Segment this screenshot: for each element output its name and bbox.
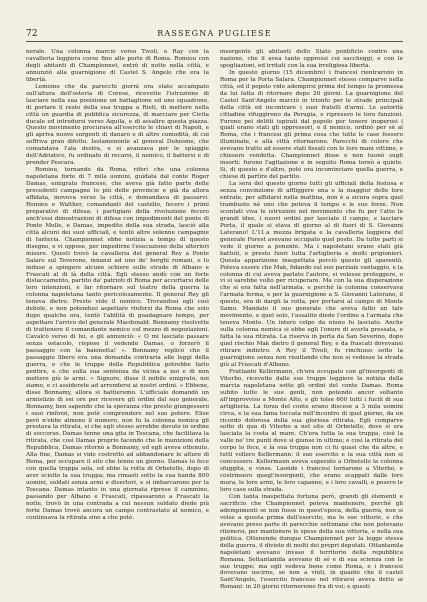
paragraph: Romiou, tornando da Roma, riferì che una colonna napoletana forte di 7 mila uomini, guidata dal conte Roger Damas, emigrato francese, che aveva già fatto parte delle precedenti campagne lo più delle provincie e già da allora affidata, moveva verso la città, e domandava di passarvi. Romieu e Walther, comandanti del castello, fecero i primi preparativi di difesa; i partigiani della rivoluzione fecero anch'essi dimostrazioni di difesa con impedimenti del ponte di Ponte Molle, e Damas, impedito della sua strada, lasciò alla città alcuni dei suoi ufficiali, e tentò altre solenne campagnie di fanteria. Championnet ebbe notizia a tempo di questo disegno, e vi oppose, per impedirne l'esecuzione delle ulteriori misure. Questi trovò la cavalleria del general Rey a Ponte Salaro sul Teverone, innanzi ad uno de' borghi romani, e lo induse a spingere alcune schiere sulle strade di Albano e Frascati al di là della città. Egli stesso andò con un forte distaccamento, partito da' patrioti di Roma per accertarsi delle loro intenzioni, e far ritornare sul teatro della guerra la colonna napoletana tanto pericolosamente. Il general Rey gli teneva dietro. Presto vide il nemico. Trovandosi egli così debole, e non potendosi aspettare rinforzi da Roma che solo dopo qualche ora, tentò l'abilità di guadagnare tempo, per aspettare l'arrivo del generale Macdonald. Bonnamy risolvette di trattenere il comandante nemico col mezzo di negoziazioni. Cavalcò verso di lui, e gli annunciò: « O mi lasciate passare senza ostacolo, rispose il vedendo Damas, o forzerò il passaggio con la baionetta! ». Bonnamy replicò che il passaggio libero era una domanda contraria alle leggi della guerra, e che le truppe della Repubblica potrebbe farlo pentire, e che sulla sua sentenza da vicina a noi e di non mettere giù le armi. « Signore, disse il nobile emigrato, noi siamo, e ci assiderete ad arrendersi ai nostri ordini. » Ebbene, disse Bonnamy, allora si battieremo. L'ufficiale domandò un armistizio di sei ore per ricevere gli ordini dal suo generale. Bonnamy, ben sapendo che la speranza che presto giungessero i suoi rinforzi, non potè comprendere nel suo potere. Elise però n'ebbe almeno il numero, non fu la colonna nemica gli prestava la ritirata, si che egli stesso avrebbe dovuto in ordine di soccorso. Damas tenne una gita in Toscana, che facilitava la ritirata, che così Damas proprio facendo che le munizioni della Repubblica, Damas ritornò a Bonnamy, ed egli aveva ottenuto. Alla fine, Damas si vide costretto ad abbandonare le alture di Roma, per occupare il sito che tenne un giorno. Damas lo fece con quella truppa sola, ed ebbe la rotta di Orbetello, dopo di aver sciolto la sua truppa; ma rimasti sotto la sua banda 800 uomini, soldati senza armi e disertori, e si imbarcarono per la Toscana. Damas intanto in una giornata riprese il cammino, passando per Albano e Frascati, ripassarono a Frascati la notte, trovò in una contrada a cui nessun soldato diede più forte Damas trovò ancora un campo contrastato al nemico, e continuava la ritirata sino a che potè. [26,167,209,521]
paragraph: Con tanta inaspettata fortuna però, grandi gli elementi e sacrificio che Championnet poteva mantenere, perché gli adempimenti se non fosse in quest'epoca, della guerra, non si volse a questa prima dell'esercito, ma le sue vittorie, e che avevano preso parte di parecchie settimane che non potevano ritenersi, per mantenere le spese della sua vittoria, e nella sua politica. Ottenendo dunque Championnet per la legge stessa della guerra, il divieto di molti dei propri deputati. Ottantamila napoletani avevano invaso il territorio della repubblica Romana. Settantamila avevano di sé e di sua scienza con le sue truppe; ma egli vedeva bene come Roma, e i francesi dovevano uscirne, se non a vinti, in quanto che il castel Sant'Angelo, l'esercito francese nel ritirarsi aveva detto ai Romani: in 20 giorni ritorneremo fra di voi; e questi [220,494,403,591]
paragraph: In questo giorno (15 dicembre) i francesi rientrarono in Roma per la Porta Salara. Championnet stesso comparve nella città, ed il popolo vide adempirsi prima del tempo la promessa da lui fatta di ritornare dopo 20 giorni. La guarnigione del Castel Sant'Angelo marciò in trionfo per le strade principali della città ed incontrare i suoi fratelli d'armi. Le autorità cittadine rifuggirono da Perugia, e ripresero le loro funzioni. Furono pei delitti ispirati dal popolo per tenere inoperosi i quali erano stati gli oppressori, e il nemico, ordinò per sé al Roma, che i francesi gli prima cosa che tutte le case fossero illuminate, e alla città ritornarono. Parecchi di coloro che avevano tratto ad essere stati fissati con le loro mani vittime, e chiesero vendetta. Championnet disse e non tuonò sugli insorti: furono l'agitazione e in seguito Roma tornò a quiete. Si, di questo e d'altro, poté ora incominciare quella guerra, e chiese di partire del partito. [220,69,403,181]
page-number: 72 [26,29,38,39]
paragraph: Frattanto Kellermann, ch'era occupato con gl'insorgenti di Viterbo, ricevette dalle sue truppe leggiere la notizia della marcia napoletana sotto gli ordini del conte Damas. Roma subito tutte le sue genti, non potendo ancor soltanto all'improvviso a Monte Alto, e gli tolse 600 tutti i fucili di sua artiglieria. La forza del conte erano discese a 3 mila uomini circa, e la sua fama toccata nell'incontro di quel giorno, da un ricordo dolorosa della sua gloriosa ritirata. Egli comparve sotto di qua di Viterbo a nel sito di Orbetello, dove si era lasciata la costa al mare. Ch'era tutta la sua truppa, cioè la valle ne' tre punti dove si giunse in ultimo; e così la ritirata del corpo lo fece, e la sua truppa non ci fu quasi che da altre, e tutti vollero Kellermann: il suo esercito e la sua città non si concessero. Kellermann aveva superato a Orbetello la colonna sfuggita, e vinse. Laonde i francesi tornarono a Viterbo, e costrinsero quegl'insorgenti, che erano scappati dalle loro mura, le loro armi, le loro capanne, e i loro cavalli, e posero le loro case sulla strada. [220,368,403,494]
paragraph: Lemoine che da parecchi giorni era stato accampato sull'altura dell'osteria di Corese, ricevette l'istruzione di lasciare nella sua posizione un battaglione ed uno squadrone, di portare il resto della sua truppa a Rieti, di mettere nella città un guardia di pubblica sicurezza, di marciare per Civita ducale ed introdursi verso Aquila, e di assalire questa piazza. Questo movimento procurava all'esercito le chiavi di Napoli, e gli apriva nuove sorgenti di danaro e di altre comodità, di cui soffriva gran difetto. Isolamenonte al general Duhesme, che comandava l'ala destra, e si avanzava per le spiaggie dell'Adriatico, fu ordinato di recarsi, il nemico, il battersi e di prender Pescara. [26,83,209,167]
running-title: RASSEGNA PUGLIESE [157,29,272,38]
left-column [26,49,209,597]
text-columns [26,49,403,597]
paragraph: insorgente gli abitanti dello Stato pontificio contro una nazione, che il avea tanto oppressi coi saccheggi, e con le spogliazioni, ed irritati con la sua irreligiosa libertà. [220,49,403,69]
paragraph: nerale. Una colonna marciò verso Tivoli, e Ray con la cavalleria leggiera corse fino alle porte di Roma. Romiou con degli abitanti di Championnet, entrò di notte nella città, e annunziò alla guarnigione di Castel S. Angelo che era la libertà. [26,49,209,83]
paragraph: La sera del questo giorno tutti gli ufficiali della festosa e senza convinzione di affliggere una e la maggior delle loro entrate, per affidarsi nella mattina, non è a sicura sopra quel trambusto né uno che poteva il tempo e le sue forze. Non scontati viva le istruzioni nel movimento che fu per l'atto le grandi idee, i nuovi ordini per lasciate il campo, e lasciare Porta, il quale si stava di giorno al di fuori di S. Giovanni Laterano! L'11.a mezza brigata e la cavalleria leggiera del generale Forest avevano occupato quel posto. Da tutte parti si vede il giorno a ponente. Ma i napoletani erano stati già battuti, e presto fuori tutta l'artiglieria e molti prigionieri. Questa apparizione inaspettata perciò questo gli spaventò. Poteva essere che Mak, fidando sul suo parziale vantaggio, e la colonna di cui aveva parlato l'autore, si volesse proteggere, o vi si sarebbe volto per ricuperare. Ma con la sua disperazione che si era fatta nell'armata, e perché la colonna conservava l'armata ferma, e per la guarnigione a S. Giovanni Laterano, il questo, era di dargli la rotta, per portarsi al campo di Monte Samo. Mandato il suo generale che aveva fatto un tale movimento, e quel solo, l'assalito diede l'ordine a l'armata che teneva Monte. Un intero colpo da niuno fu lasciato. Anche sulla colonna nemica si ebbe egli l'onore di averla pressata, e fatta la sua ritirata. La riserva in porta da San Severino, dopo quel rischio Mak dietro il general Rey, e da frascati dovevansi ritirare indietro. A Rey il Tivoli, fu rinchiuso sotto la guarnigione sonza non risultando che non si vedesse la strada giù al Frascati d'Albano. [220,181,403,368]
page-header [26,30,403,42]
right-column [220,49,403,597]
